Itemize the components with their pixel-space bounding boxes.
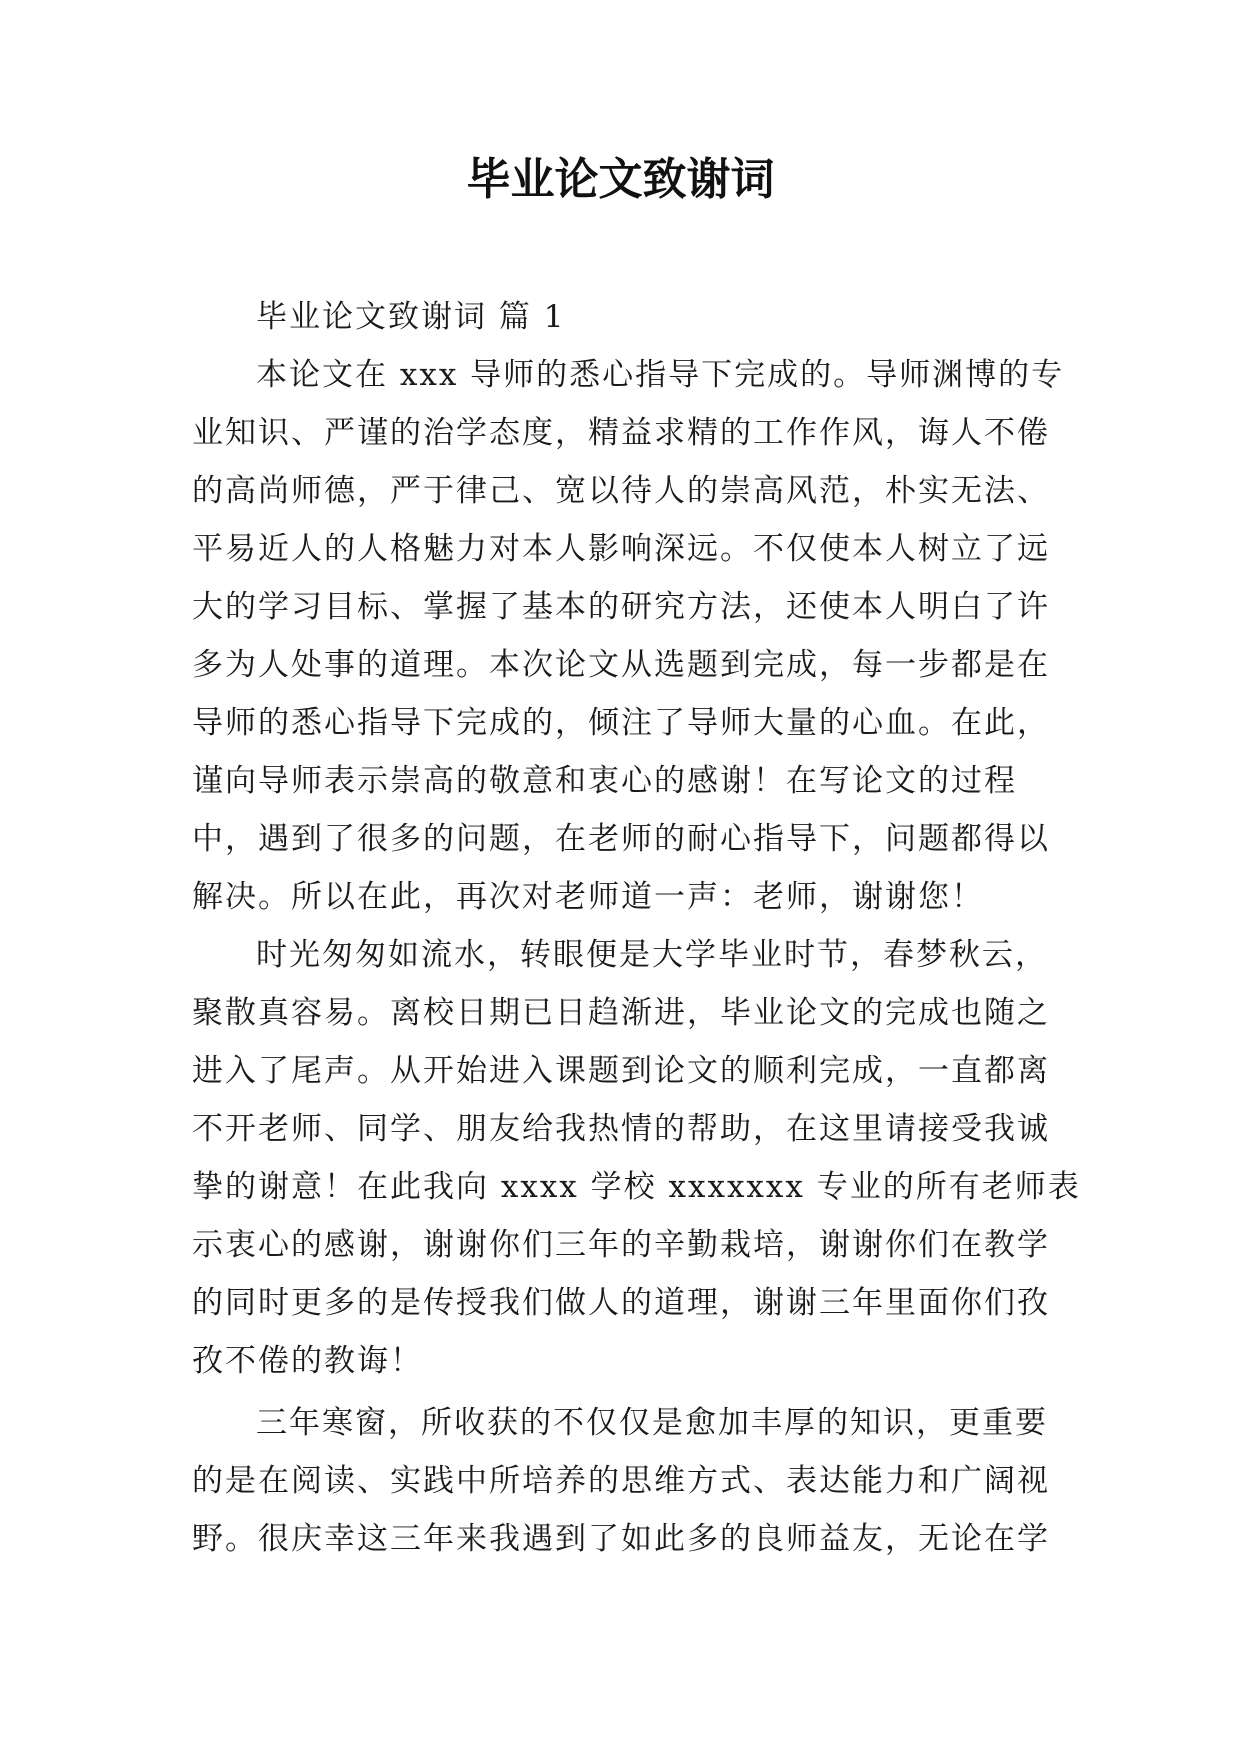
paragraph-line: 野。很庆幸这三年来我遇到了如此多的良师益友，无论在学 bbox=[192, 1521, 1050, 1557]
paragraph-line: 多为人处事的道理。本次论文从选题到完成，每一步都是在 bbox=[192, 647, 1050, 683]
paragraph-line: 的是在阅读、实践中所培养的思维方式、表达能力和广阔视 bbox=[192, 1463, 1050, 1499]
paragraph-line: 示衷心的感谢，谢谢你们三年的辛勤栽培，谢谢你们在教学 bbox=[192, 1227, 1050, 1263]
paragraph-line: 的高尚师德，严于律己、宽以待人的崇高风范，朴实无法、 bbox=[192, 473, 1050, 509]
section-heading: 毕业论文致谢词 篇 1 bbox=[256, 299, 566, 335]
paragraph-line: 的同时更多的是传授我们做人的道理，谢谢三年里面你们孜 bbox=[192, 1285, 1050, 1321]
paragraph-line: 聚散真容易。离校日期已日趋渐进，毕业论文的完成也随之 bbox=[192, 995, 1050, 1031]
paragraph-line: 不开老师、同学、朋友给我热情的帮助，在这里请接受我诚 bbox=[192, 1111, 1050, 1147]
paragraph-line: 三年寒窗，所收获的不仅仅是愈加丰厚的知识，更重要 bbox=[256, 1405, 1048, 1441]
paragraph-line: 中，遇到了很多的问题，在老师的耐心指导下，问题都得以 bbox=[192, 821, 1050, 857]
paragraph-line: 大的学习目标、掌握了基本的研究方法，还使本人明白了许 bbox=[192, 589, 1050, 625]
paragraph-line: 导师的悉心指导下完成的，倾注了导师大量的心血。在此， bbox=[192, 705, 1050, 741]
paragraph-line: 业知识、严谨的治学态度，精益求精的工作作风，诲人不倦 bbox=[192, 415, 1050, 451]
page-title: 毕业论文致谢词 bbox=[466, 154, 775, 205]
paragraph-line: 进入了尾声。从开始进入课题到论文的顺利完成，一直都离 bbox=[192, 1053, 1050, 1089]
paragraph-line: 本论文在 xxx 导师的悉心指导下完成的。导师渊博的专 bbox=[256, 357, 1065, 393]
paragraph-line: 谨向导师表示崇高的敬意和衷心的感谢！在写论文的过程 bbox=[192, 763, 1017, 799]
paragraph-line: 孜不倦的教诲！ bbox=[192, 1343, 423, 1379]
paragraph-line: 时光匆匆如流水，转眼便是大学毕业时节，春梦秋云， bbox=[256, 937, 1048, 973]
document-body bbox=[192, 288, 1081, 1568]
paragraph-line: 平易近人的人格魅力对本人影响深远。不仅使本人树立了远 bbox=[192, 531, 1050, 567]
paragraph-line: 解决。所以在此，再次对老师道一声：老师，谢谢您！ bbox=[192, 879, 984, 915]
paragraph-line: 挚的谢意！在此我向 xxxx 学校 xxxxxxx 专业的所有老师表 bbox=[192, 1169, 1081, 1205]
